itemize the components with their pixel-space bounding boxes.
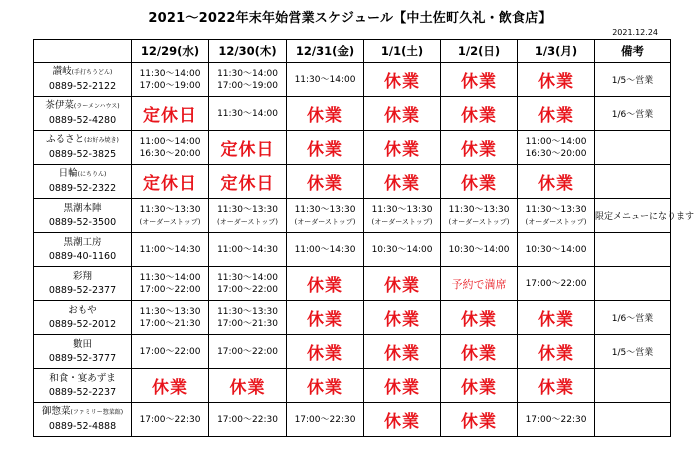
- closed-status: 休業: [364, 63, 441, 97]
- header-corner: [34, 40, 132, 63]
- hours-cell: [132, 233, 209, 267]
- order-stop-note: (オーダーストップ): [217, 217, 278, 226]
- shop-phone: 0889-52-2237: [48, 386, 117, 398]
- shop-cell: [34, 369, 132, 403]
- hours-line: 11:30～13:30: [525, 204, 587, 215]
- table-row: [34, 97, 671, 131]
- hours-line: 11:00～14:30: [294, 244, 356, 255]
- remark-cell: [595, 267, 671, 301]
- hours-line: 17:00～22:30: [525, 414, 587, 425]
- closed-status: 休業: [287, 131, 364, 165]
- table-row: [34, 301, 671, 335]
- hours-cell: [209, 233, 287, 267]
- remark-cell: [595, 165, 671, 199]
- shop-cell: [34, 301, 132, 335]
- order-stop-note: (オーダーストップ): [294, 217, 356, 226]
- closed-status: 休業: [518, 301, 595, 335]
- hours-cell: [132, 63, 209, 97]
- table-row: [34, 131, 671, 165]
- closed-status: 休業: [209, 369, 287, 403]
- closed-status: 休業: [518, 165, 595, 199]
- table-row: [34, 199, 671, 233]
- hours-cell: [364, 233, 441, 267]
- shop-name: 黒潮工房: [63, 236, 102, 248]
- remark-cell: [595, 233, 671, 267]
- shop-genre: (ファミリー惣菜館): [70, 409, 124, 416]
- closed-status: 休業: [364, 301, 441, 335]
- shop-genre: (にちりん): [77, 171, 107, 178]
- closed-status: 休業: [364, 165, 441, 199]
- shop-name: 日輪: [58, 168, 78, 179]
- closed-status: 休業: [441, 131, 518, 165]
- closed-status: 定休日: [209, 165, 287, 199]
- hours-line: 17:00～22:30: [217, 414, 278, 425]
- shop-phone: 0889-52-4280: [48, 115, 117, 126]
- hours-cell: [132, 131, 209, 165]
- hours-line: 11:30～14:00: [217, 68, 278, 79]
- page-title: 2021～2022年末年始営業スケジュール【中土佐町久礼・飲食店】: [148, 11, 552, 26]
- reservation-status: 予約で満席: [441, 267, 518, 301]
- shop-phone: 0889-52-4888: [48, 421, 117, 432]
- order-stop-note: (オーダーストップ): [371, 217, 433, 226]
- remark-cell: 1/6～営業: [595, 301, 671, 335]
- shop-genre: (お好み焼き): [84, 137, 119, 144]
- shop-name: 黒潮本陣: [63, 202, 102, 214]
- shop-cell: [34, 165, 132, 199]
- hours-line: 17:00～22:30: [139, 414, 201, 425]
- shop-phone: 0889-40-1160: [48, 250, 117, 262]
- hours-cell: [209, 63, 287, 97]
- hours-cell: [132, 301, 209, 335]
- remark-cell: 1/6～営業: [595, 97, 671, 131]
- shop-phone: 0889-52-2122: [48, 81, 117, 92]
- closed-status: 休業: [364, 267, 441, 301]
- header-day: 1/2(日): [441, 40, 518, 63]
- remark-cell: [595, 131, 671, 165]
- hours-line: 10:30～14:00: [448, 244, 510, 255]
- hours-line: 11:30～13:30: [294, 204, 356, 215]
- closed-status: 休業: [441, 335, 518, 369]
- closed-status: 休業: [287, 335, 364, 369]
- closed-status: 休業: [518, 369, 595, 403]
- hours-cell: [209, 335, 287, 369]
- hours-cell: [518, 233, 595, 267]
- shop-name: おもや: [68, 304, 97, 316]
- hours-cell: [209, 199, 287, 233]
- remark-cell: [595, 369, 671, 403]
- closed-status: 休業: [287, 301, 364, 335]
- shop-phone: 0889-52-3500: [48, 216, 117, 228]
- closed-status: 休業: [364, 369, 441, 403]
- hours-line: 11:00～14:30: [139, 244, 201, 255]
- shop-phone: 0889-52-3777: [48, 352, 117, 364]
- remark-cell: 1/5～営業: [595, 63, 671, 97]
- closed-status: 休業: [364, 131, 441, 165]
- shop-cell: [34, 97, 132, 131]
- shop-cell: [34, 199, 132, 233]
- closed-status: 休業: [287, 369, 364, 403]
- hours-cell: [209, 97, 287, 131]
- hours-cell: [287, 199, 364, 233]
- header-day: 1/3(月): [518, 40, 595, 63]
- hours-cell: [441, 233, 518, 267]
- hours-line: 11:00～14:00: [139, 136, 201, 147]
- closed-status: 休業: [441, 403, 518, 437]
- closed-status: 休業: [287, 165, 364, 199]
- hours-cell: [287, 63, 364, 97]
- table-row: [34, 267, 671, 301]
- hours-cell: [132, 267, 209, 301]
- order-stop-note: (オーダーストップ): [448, 217, 510, 226]
- header-row: [34, 40, 671, 63]
- issue-date: 2021.12.24: [612, 28, 658, 37]
- hours-line: 16:30～20:00: [139, 148, 201, 159]
- shop-name: 御惣菜: [41, 406, 71, 417]
- hours-line: 11:30～13:30: [139, 204, 201, 215]
- closed-status: 休業: [441, 369, 518, 403]
- shop-cell: [34, 131, 132, 165]
- shop-cell: [34, 335, 132, 369]
- schedule-table: [33, 39, 695, 437]
- hours-line: 17:00～22:30: [294, 414, 356, 425]
- header-day: 12/30(木): [209, 40, 287, 63]
- closed-status: 休業: [441, 63, 518, 97]
- hours-line: 17:00～22:00: [525, 278, 587, 289]
- hours-line: 11:30～13:30: [139, 306, 201, 317]
- hours-line: 10:30～14:00: [371, 244, 433, 255]
- shop-phone: 0889-52-2012: [48, 318, 117, 330]
- closed-status: 休業: [518, 97, 595, 131]
- hours-cell: [518, 403, 595, 437]
- shop-genre: (手打ちうどん): [71, 69, 113, 76]
- hours-line: 11:30～13:30: [448, 204, 510, 215]
- shop-name: 茶伊菜: [45, 100, 74, 111]
- hours-cell: [287, 403, 364, 437]
- hours-cell: [364, 199, 441, 233]
- table-row: [34, 335, 671, 369]
- order-stop-note: (オーダーストップ): [139, 217, 201, 226]
- shop-name: 數田: [72, 338, 92, 350]
- hours-cell: [518, 199, 595, 233]
- hours-line: 11:00～14:30: [217, 244, 278, 255]
- hours-line: 17:00～21:30: [217, 318, 278, 329]
- hours-line: 11:30～13:30: [217, 204, 278, 215]
- shop-phone: 0889-52-3825: [48, 149, 117, 160]
- header-remarks: 備考: [595, 40, 671, 63]
- table-row: [34, 63, 671, 97]
- closed-status: 休業: [287, 97, 364, 131]
- closed-status: 休業: [518, 63, 595, 97]
- hours-line: 17:00～22:00: [217, 284, 278, 295]
- hours-cell: [132, 335, 209, 369]
- shop-genre: (ラーメンハウス): [73, 103, 120, 110]
- closed-status: 休業: [518, 335, 595, 369]
- remark-cell: 限定メニューになります: [595, 199, 671, 233]
- closed-status: 休業: [364, 403, 441, 437]
- closed-status: 休業: [364, 335, 441, 369]
- header-day: 1/1(土): [364, 40, 441, 63]
- hours-line: 11:30～14:00: [139, 68, 201, 79]
- shop-name: 彩翔: [72, 270, 92, 282]
- hours-cell: [209, 301, 287, 335]
- hours-cell: [518, 267, 595, 301]
- shop-cell: [34, 403, 132, 437]
- shop-name: 讃岐: [52, 66, 72, 77]
- closed-status: 休業: [441, 97, 518, 131]
- remark-cell: 1/5～営業: [595, 335, 671, 369]
- shop-phone: 0889-52-2322: [48, 183, 117, 194]
- hours-line: 17:00～22:00: [217, 346, 278, 357]
- header-day: 12/29(水): [132, 40, 209, 63]
- hours-line: 17:00～22:00: [139, 346, 201, 357]
- shop-cell: [34, 267, 132, 301]
- hours-line: 11:30～13:30: [217, 306, 278, 317]
- closed-status: 定休日: [132, 97, 209, 131]
- shop-name: 和食・宴あずま: [49, 372, 116, 384]
- hours-cell: [132, 403, 209, 437]
- hours-cell: [209, 403, 287, 437]
- hours-line: 11:00～14:00: [525, 136, 587, 147]
- closed-status: 休業: [132, 369, 209, 403]
- hours-line: 17:00～22:00: [139, 284, 201, 295]
- hours-line: 16:30～20:00: [525, 148, 587, 159]
- hours-cell: [441, 199, 518, 233]
- hours-line: 17:00～19:00: [217, 80, 278, 91]
- table-row: [34, 403, 671, 437]
- hours-line: 10:30～14:00: [525, 244, 587, 255]
- hours-cell: [518, 131, 595, 165]
- shop-name: ふるさと: [46, 134, 85, 145]
- closed-status: 休業: [287, 267, 364, 301]
- hours-cell: [287, 233, 364, 267]
- hours-line: 11:30～13:30: [371, 204, 433, 215]
- hours-cell: [209, 267, 287, 301]
- closed-status: 定休日: [132, 165, 209, 199]
- hours-line: 11:30～14:00: [217, 272, 278, 283]
- table-row: [34, 233, 671, 267]
- shop-cell: [34, 63, 132, 97]
- shop-phone: 0889-52-2377: [48, 284, 117, 296]
- hours-line: 11:30～14:00: [294, 74, 356, 85]
- table-row: [34, 369, 671, 403]
- hours-line: 17:00～21:30: [139, 318, 201, 329]
- hours-line: 11:30～14:00: [217, 108, 278, 119]
- hours-line: 17:00～19:00: [139, 80, 201, 91]
- remark-cell: [595, 403, 671, 437]
- hours-line: 11:30～14:00: [139, 272, 201, 283]
- shop-cell: [34, 233, 132, 267]
- closed-status: 休業: [364, 97, 441, 131]
- hours-cell: [132, 199, 209, 233]
- closed-status: 休業: [441, 165, 518, 199]
- order-stop-note: (オーダーストップ): [525, 217, 587, 226]
- closed-status: 定休日: [209, 131, 287, 165]
- header-day: 12/31(金): [287, 40, 364, 63]
- closed-status: 休業: [441, 301, 518, 335]
- table-row: [34, 165, 671, 199]
